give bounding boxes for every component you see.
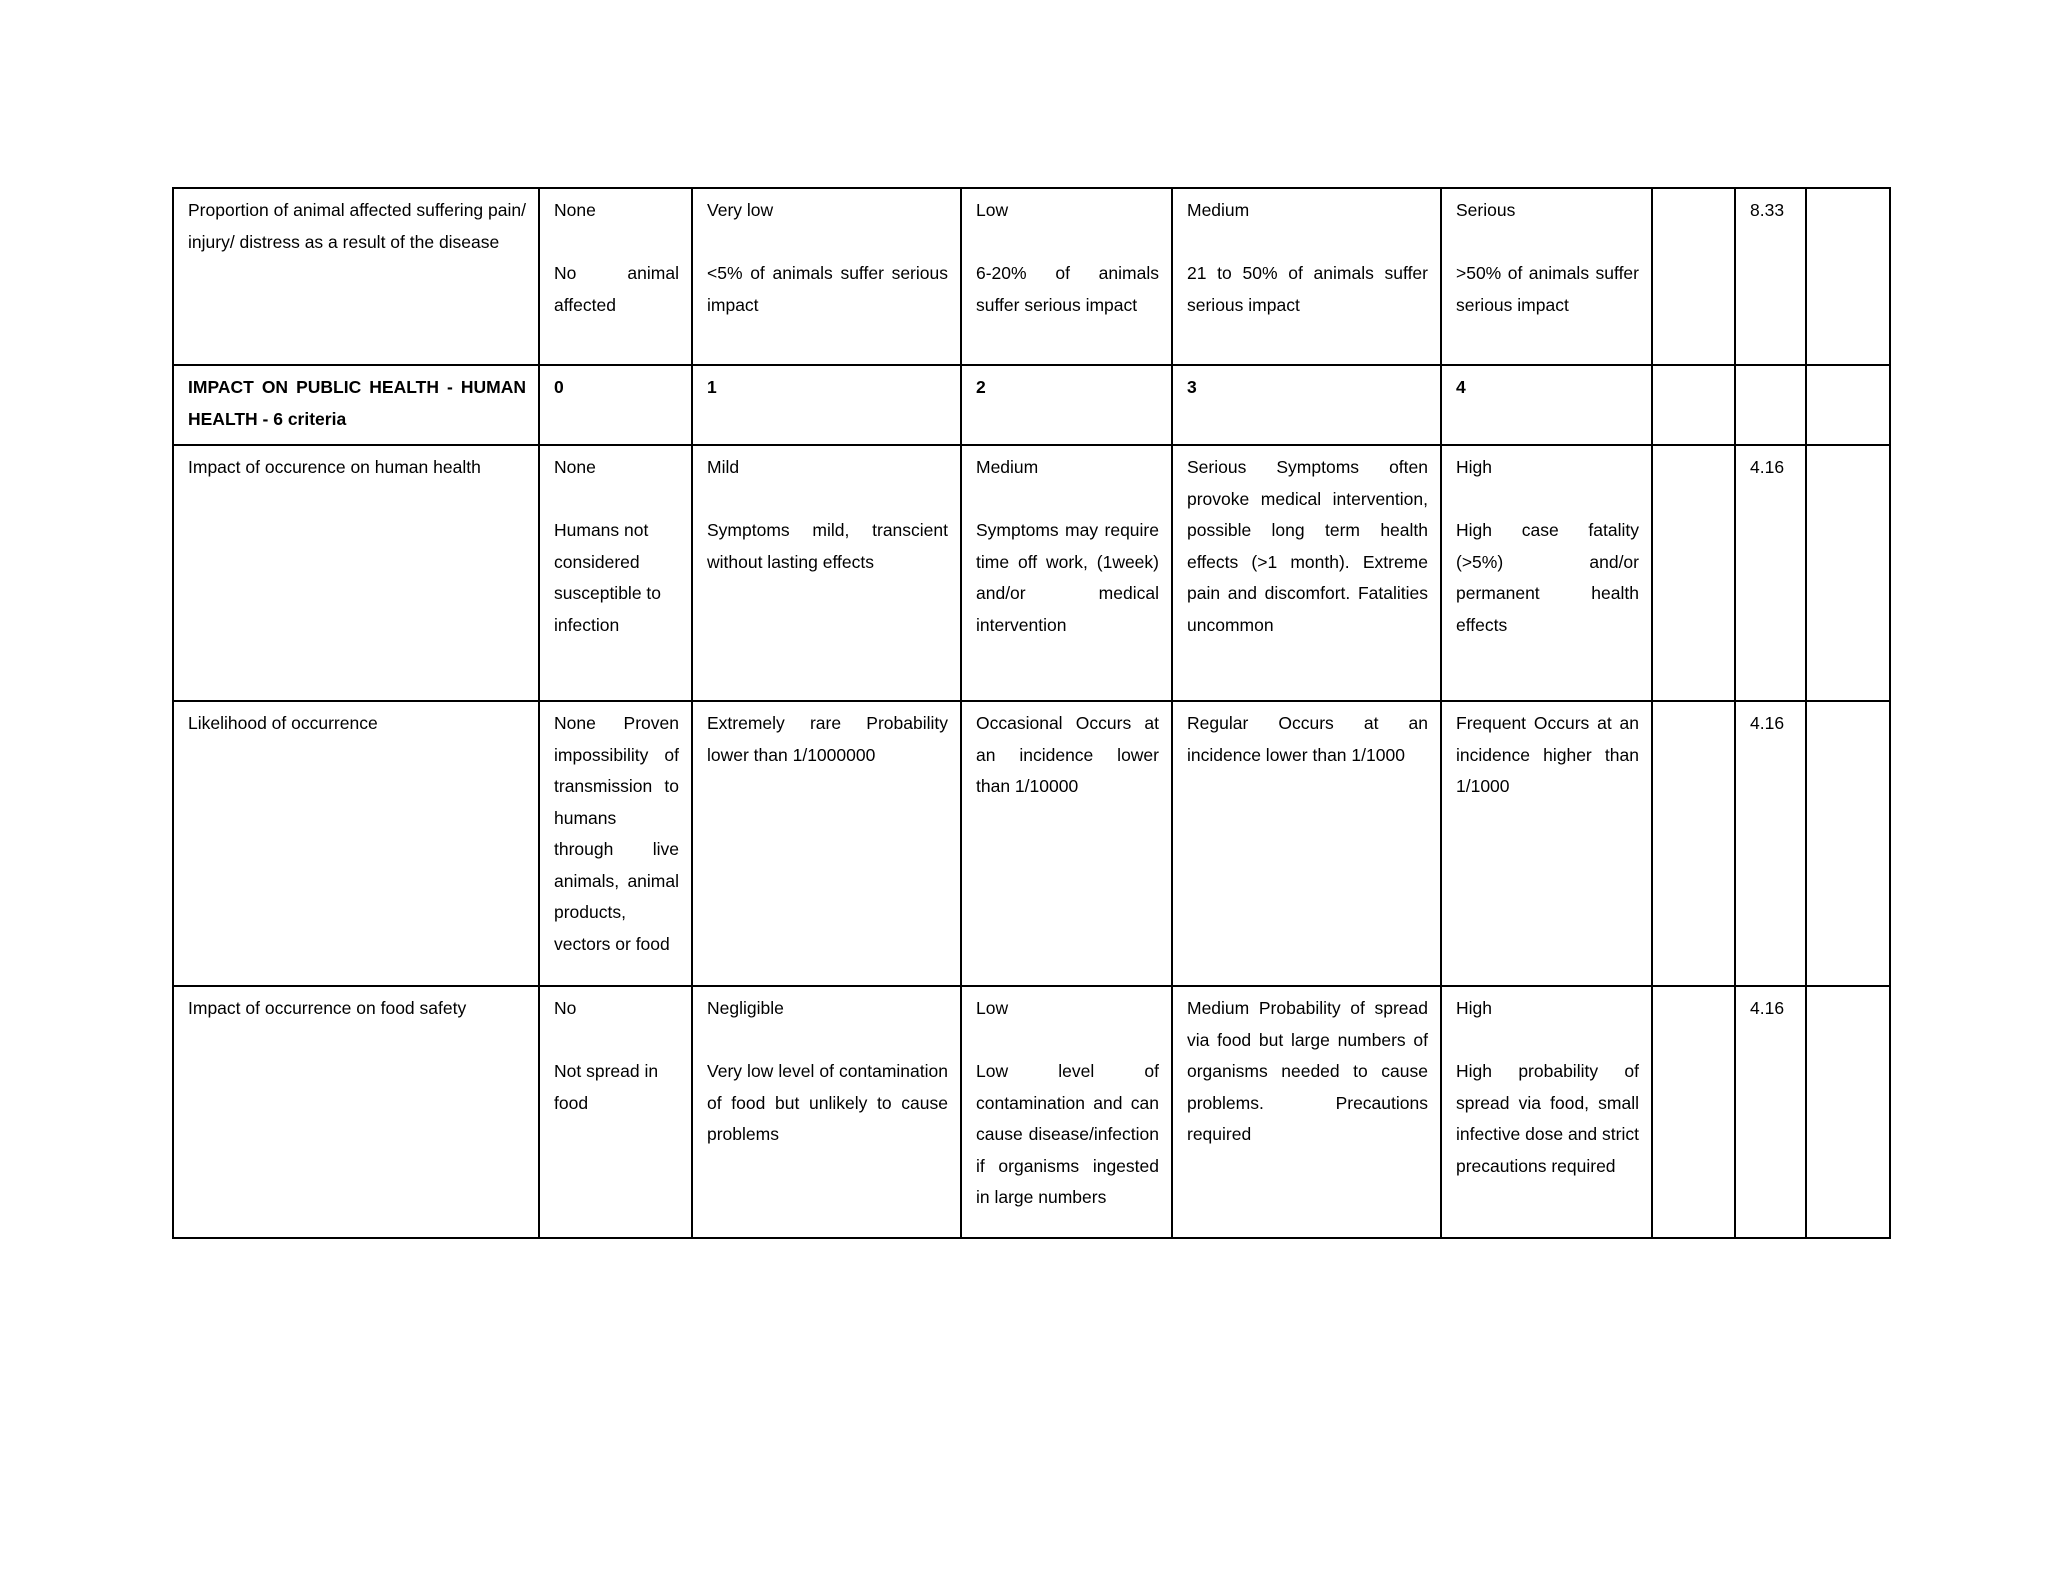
- weight-cell: 4.16: [1735, 445, 1806, 701]
- empty-cell: [1806, 365, 1890, 445]
- weight-cell: 4.16: [1735, 986, 1806, 1238]
- score-header-0: 0: [539, 365, 692, 445]
- score-0-cell: No Not spread in food: [539, 986, 692, 1238]
- empty-cell: [1806, 188, 1890, 365]
- score-4-cell: Serious >50% of animals suffer serious impact: [1441, 188, 1652, 365]
- score-3-cell: Serious Symptoms often provoke medical intervention, possible long term health effects (>1 month). Extreme pain and discomfort. Fatalities uncommon: [1172, 445, 1441, 701]
- table-row: [173, 188, 1890, 365]
- section-header-row: [173, 365, 1890, 445]
- empty-cell: [1806, 445, 1890, 701]
- score-0-cell: None Proven impossibility of transmission to humans through live animals, animal products, vectors or food: [539, 701, 692, 986]
- score-3-cell: Regular Occurs at an incidence lower than 1/1000: [1172, 701, 1441, 986]
- score-3-cell: Medium 21 to 50% of animals suffer serious impact: [1172, 188, 1441, 365]
- score-4-cell: Frequent Occurs at an incidence higher than 1/1000: [1441, 701, 1652, 986]
- score-2-cell: Low 6-20% of animals suffer serious impact: [961, 188, 1172, 365]
- score-1-cell: Negligible Very low level of contamination of food but unlikely to cause problems: [692, 986, 961, 1238]
- criterion-cell: Likelihood of occurrence: [173, 701, 539, 986]
- section-title-cell: IMPACT ON PUBLIC HEALTH - HUMAN HEALTH - 6 criteria: [173, 365, 539, 445]
- score-4-cell: High High case fatality (>5%) and/or permanent health effects: [1441, 445, 1652, 701]
- criterion-cell: Impact of occurrence on food safety: [173, 986, 539, 1238]
- criterion-cell: Proportion of animal affected suffering pain/ injury/ distress as a result of the disease: [173, 188, 539, 365]
- empty-cell: [1652, 188, 1735, 365]
- score-2-cell: Medium Symptoms may require time off work, (1week) and/or medical intervention: [961, 445, 1172, 701]
- score-3-cell: Medium Probability of spread via food but large numbers of organisms needed to cause problems. Precautions required: [1172, 986, 1441, 1238]
- score-header-1: 1: [692, 365, 961, 445]
- empty-cell: [1652, 986, 1735, 1238]
- table-row: [173, 701, 1890, 986]
- empty-cell: [1806, 986, 1890, 1238]
- weight-cell: 8.33: [1735, 188, 1806, 365]
- score-0-cell: None Humans not considered susceptible to infection: [539, 445, 692, 701]
- empty-cell: [1806, 701, 1890, 986]
- score-1-cell: Extremely rare Probability lower than 1/1000000: [692, 701, 961, 986]
- score-2-cell: Low Low level of contamination and can cause disease/infection if organisms ingested in large numbers: [961, 986, 1172, 1238]
- score-header-4: 4: [1441, 365, 1652, 445]
- empty-cell: [1652, 365, 1735, 445]
- score-header-3: 3: [1172, 365, 1441, 445]
- criteria-scoring-table: [172, 187, 1891, 1239]
- weight-cell: 4.16: [1735, 701, 1806, 986]
- score-1-cell: Mild Symptoms mild, transcient without lasting effects: [692, 445, 961, 701]
- empty-cell: [1652, 701, 1735, 986]
- empty-cell: [1735, 365, 1806, 445]
- score-2-cell: Occasional Occurs at an incidence lower than 1/10000: [961, 701, 1172, 986]
- empty-cell: [1652, 445, 1735, 701]
- score-header-2: 2: [961, 365, 1172, 445]
- score-1-cell: Very low <5% of animals suffer serious impact: [692, 188, 961, 365]
- table-row: [173, 986, 1890, 1238]
- table-row: [173, 445, 1890, 701]
- score-4-cell: High High probability of spread via food, small infective dose and strict precautions required: [1441, 986, 1652, 1238]
- score-0-cell: None No animal affected: [539, 188, 692, 365]
- criterion-cell: Impact of occurence on human health: [173, 445, 539, 701]
